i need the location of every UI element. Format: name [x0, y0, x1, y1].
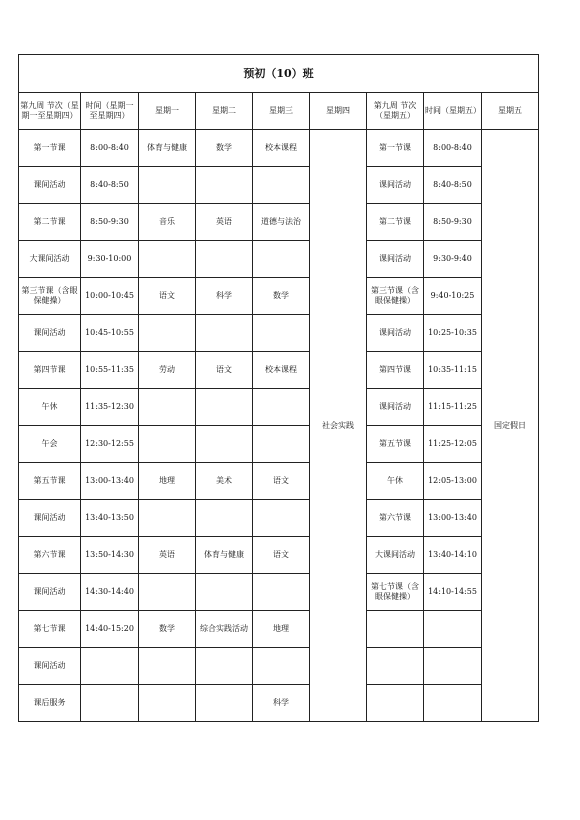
time-cell: 14:30-14:40: [81, 574, 139, 611]
table-row: [19, 500, 539, 537]
header-time-mon-thu: 时间（星期一至星期四）: [81, 93, 139, 130]
table-row: [19, 611, 539, 648]
monday-cell: [139, 648, 196, 685]
tuesday-cell: [196, 500, 253, 537]
wednesday-cell: [253, 241, 310, 278]
table-row: [19, 648, 539, 685]
header-monday: 星期一: [139, 93, 196, 130]
monday-cell: [139, 389, 196, 426]
tuesday-cell: [196, 389, 253, 426]
friday-time-cell: 8:40-8:50: [424, 167, 482, 204]
friday-period-cell: 午休: [367, 463, 424, 500]
table-row: [19, 426, 539, 463]
monday-cell: [139, 167, 196, 204]
header-tuesday: 星期二: [196, 93, 253, 130]
period-cell: 第三节课（含眼保健操）: [19, 278, 81, 315]
friday-period-cell: 第二节课: [367, 204, 424, 241]
time-cell: 11:35-12:30: [81, 389, 139, 426]
monday-cell: [139, 500, 196, 537]
time-cell: 8:40-8:50: [81, 167, 139, 204]
tuesday-cell: 体育与健康: [196, 537, 253, 574]
time-cell: 9:30-10:00: [81, 241, 139, 278]
friday-time-cell: 8:50-9:30: [424, 204, 482, 241]
wednesday-cell: 语文: [253, 463, 310, 500]
period-cell: 课间活动: [19, 500, 81, 537]
monday-cell: 体育与健康: [139, 130, 196, 167]
wednesday-cell: [253, 500, 310, 537]
tuesday-cell: 英语: [196, 204, 253, 241]
header-period-mon-thu: 第九周 节次（星期一至星期四）: [19, 93, 81, 130]
friday-period-cell: 课间活动: [367, 167, 424, 204]
wednesday-cell: 语文: [253, 537, 310, 574]
header-thursday: 星期四: [310, 93, 367, 130]
table-row: [19, 130, 539, 167]
timetable-body: [19, 55, 539, 722]
monday-cell: 地理: [139, 463, 196, 500]
time-cell: 12:30-12:55: [81, 426, 139, 463]
time-cell: 10:55-11:35: [81, 352, 139, 389]
period-cell: 午会: [19, 426, 81, 463]
period-cell: 大课间活动: [19, 241, 81, 278]
friday-time-cell: 12:05-13:00: [424, 463, 482, 500]
period-cell: 第六节课: [19, 537, 81, 574]
friday-time-cell: [424, 648, 482, 685]
friday-period-cell: [367, 648, 424, 685]
period-cell: 第四节课: [19, 352, 81, 389]
period-cell: 课间活动: [19, 167, 81, 204]
friday-period-cell: [367, 611, 424, 648]
tuesday-cell: [196, 315, 253, 352]
friday-period-cell: [367, 685, 424, 722]
tuesday-cell: 综合实践活动: [196, 611, 253, 648]
table-row: [19, 278, 539, 315]
table-row: [19, 241, 539, 278]
time-cell: [81, 685, 139, 722]
friday-time-cell: [424, 611, 482, 648]
tuesday-cell: 美术: [196, 463, 253, 500]
wednesday-cell: 数学: [253, 278, 310, 315]
header-time-fri: 时间（星期五）: [424, 93, 482, 130]
header-friday: 星期五: [482, 93, 539, 130]
table-row: [19, 685, 539, 722]
friday-period-cell: 课间活动: [367, 241, 424, 278]
header-row: [19, 93, 539, 130]
page-title: 预初（10）班: [19, 55, 539, 93]
wednesday-cell: 科学: [253, 685, 310, 722]
wednesday-cell: [253, 315, 310, 352]
time-cell: 8:50-9:30: [81, 204, 139, 241]
wednesday-cell: [253, 167, 310, 204]
friday-period-cell: 第三节课（含眼保健操）: [367, 278, 424, 315]
time-cell: 14:40-15:20: [81, 611, 139, 648]
tuesday-cell: [196, 685, 253, 722]
tuesday-cell: 数学: [196, 130, 253, 167]
header-wednesday: 星期三: [253, 93, 310, 130]
wednesday-cell: [253, 426, 310, 463]
friday-period-cell: 课间活动: [367, 389, 424, 426]
monday-cell: [139, 315, 196, 352]
time-cell: 10:45-10:55: [81, 315, 139, 352]
time-cell: 13:50-14:30: [81, 537, 139, 574]
table-row: [19, 463, 539, 500]
friday-period-cell: 第一节课: [367, 130, 424, 167]
table-row: [19, 537, 539, 574]
friday-time-cell: 10:25-10:35: [424, 315, 482, 352]
tuesday-cell: [196, 574, 253, 611]
friday-time-cell: 9:30-9:40: [424, 241, 482, 278]
time-cell: [81, 648, 139, 685]
wednesday-cell: [253, 389, 310, 426]
friday-merged-cell: 国定假日: [482, 130, 539, 722]
period-cell: 第二节课: [19, 204, 81, 241]
tuesday-cell: 语文: [196, 352, 253, 389]
period-cell: 课间活动: [19, 574, 81, 611]
period-cell: 课间活动: [19, 648, 81, 685]
wednesday-cell: 地理: [253, 611, 310, 648]
time-cell: 8:00-8:40: [81, 130, 139, 167]
friday-period-cell: 第五节课: [367, 426, 424, 463]
tuesday-cell: 科学: [196, 278, 253, 315]
tuesday-cell: [196, 426, 253, 463]
table-row: [19, 315, 539, 352]
monday-cell: 语文: [139, 278, 196, 315]
period-cell: 课间活动: [19, 315, 81, 352]
tuesday-cell: [196, 241, 253, 278]
table-row: [19, 389, 539, 426]
friday-time-cell: 9:40-10:25: [424, 278, 482, 315]
title-row: [19, 55, 539, 93]
friday-time-cell: 8:00-8:40: [424, 130, 482, 167]
timetable-sheet: [18, 54, 538, 722]
wednesday-cell: [253, 648, 310, 685]
monday-cell: 音乐: [139, 204, 196, 241]
table-row: [19, 167, 539, 204]
friday-period-cell: 第四节课: [367, 352, 424, 389]
friday-time-cell: 14:10-14:55: [424, 574, 482, 611]
thursday-merged-cell: 社会实践: [310, 130, 367, 722]
friday-period-cell: 第六节课: [367, 500, 424, 537]
wednesday-cell: 校本课程: [253, 352, 310, 389]
timetable: [18, 54, 539, 722]
monday-cell: 英语: [139, 537, 196, 574]
monday-cell: [139, 685, 196, 722]
friday-time-cell: 13:40-14:10: [424, 537, 482, 574]
period-cell: 第五节课: [19, 463, 81, 500]
friday-period-cell: 大课间活动: [367, 537, 424, 574]
wednesday-cell: 道德与法治: [253, 204, 310, 241]
period-cell: 课后服务: [19, 685, 81, 722]
period-cell: 第七节课: [19, 611, 81, 648]
tuesday-cell: [196, 648, 253, 685]
monday-cell: [139, 426, 196, 463]
friday-time-cell: 13:00-13:40: [424, 500, 482, 537]
monday-cell: [139, 574, 196, 611]
tuesday-cell: [196, 167, 253, 204]
monday-cell: 劳动: [139, 352, 196, 389]
friday-period-cell: 课间活动: [367, 315, 424, 352]
wednesday-cell: 校本课程: [253, 130, 310, 167]
table-row: [19, 574, 539, 611]
time-cell: 10:00-10:45: [81, 278, 139, 315]
period-cell: 午休: [19, 389, 81, 426]
friday-period-cell: 第七节课（含眼保健操）: [367, 574, 424, 611]
friday-time-cell: 11:15-11:25: [424, 389, 482, 426]
header-period-fri: 第九周 节次（星期五）: [367, 93, 424, 130]
period-cell: 第一节课: [19, 130, 81, 167]
wednesday-cell: [253, 574, 310, 611]
monday-cell: 数学: [139, 611, 196, 648]
friday-time-cell: 10:35-11:15: [424, 352, 482, 389]
time-cell: 13:40-13:50: [81, 500, 139, 537]
table-row: [19, 204, 539, 241]
friday-time-cell: [424, 685, 482, 722]
friday-time-cell: 11:25-12:05: [424, 426, 482, 463]
time-cell: 13:00-13:40: [81, 463, 139, 500]
table-row: [19, 352, 539, 389]
monday-cell: [139, 241, 196, 278]
